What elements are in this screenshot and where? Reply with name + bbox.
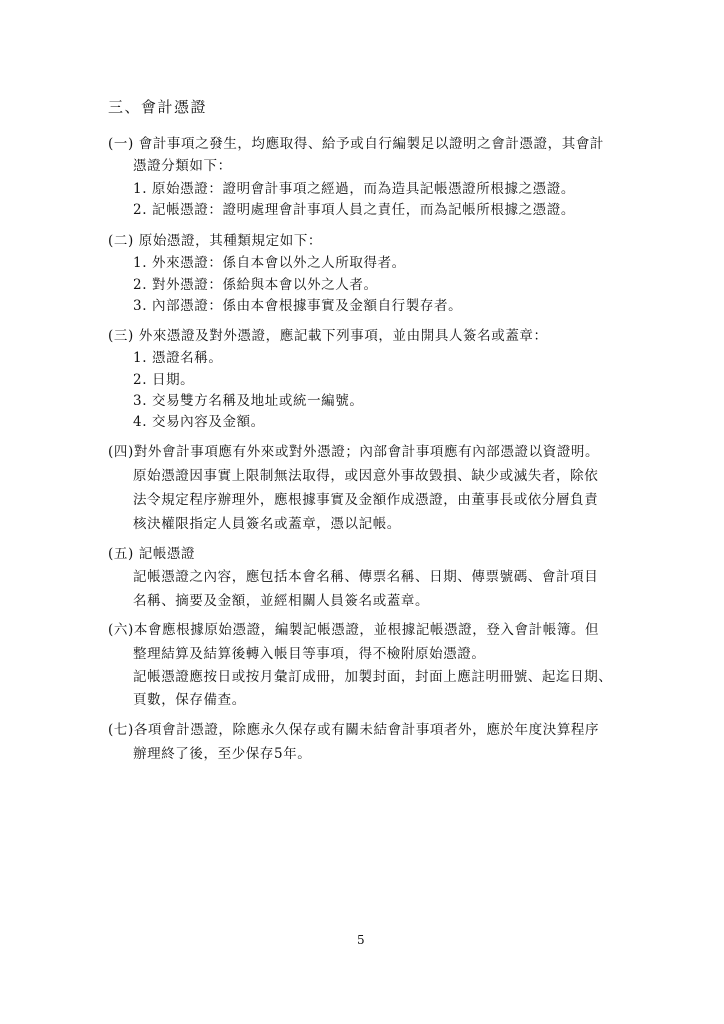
item-4-line-2: 原始憑證因事實上限制無法取得，或因意外事故毀損、缺少或滅失者，除依 (133, 468, 599, 484)
item-5-line-3: 名稱、摘要及金額，並經相關人員簽名或蓋章。 (133, 593, 430, 609)
item-2-sub-1: 1. 外來憑證：係自本會以外之人所取得者。 (133, 255, 406, 271)
item-1-line-2: 憑證分類如下： (133, 158, 232, 174)
item-1-sub-2: 2. 記帳憑證：證明處理會計事項人員之責任，而為記帳所根據之憑證。 (133, 202, 575, 218)
item-4-line-4: 核決權限指定人員簽名或蓋章，憑以記帳。 (133, 516, 401, 532)
item-4-line-3: 法令規定程序辦理外，應根據事實及金額作成憑證，由董事長或依分層負責 (133, 492, 599, 508)
page-number: 5 (357, 933, 365, 947)
item-6-line-4: 頁數，保存備查。 (133, 692, 246, 708)
item-6-line-1: (六)本會應根據原始憑證，編製記帳憑證，並根據記帳憑證，登入會計帳簿。但 (108, 622, 600, 638)
item-2-line-1: (二) 原始憑證，其種類規定如下： (108, 233, 323, 249)
item-1-sub-1: 1. 原始憑證：證明會計事項之經過，而為造具記帳憑證所根據之憑證。 (133, 181, 575, 197)
item-7-line-1: (七)各項會計憑證，除應永久保存或有關未結會計事項者外，應於年度決算程序 (108, 722, 600, 738)
item-3-sub-2: 2. 日期。 (133, 372, 195, 388)
item-5-line-2: 記帳憑證之內容，應包括本會名稱、傳票名稱、日期、傳票號碼、會計項目 (133, 569, 599, 585)
item-3-sub-3: 3. 交易雙方名稱及地址或統一編號。 (133, 393, 364, 409)
item-3-sub-4: 4. 交易內容及金額。 (133, 414, 265, 430)
item-1-line-1: (一) 會計事項之發生，均應取得、給予或自行編製足以證明之會計憑證，其會計 (108, 136, 605, 152)
item-7-line-2: 辦理終了後，至少保存5年。 (133, 746, 312, 762)
item-5-line-1: (五) 記帳憑證 (108, 546, 196, 562)
item-4-line-1: (四)對外會計事項應有外來或對外憑證；內部會計事項應有內部憑證以資證明。 (108, 444, 600, 460)
item-3-sub-1: 1. 憑證名稱。 (133, 350, 223, 366)
item-2-sub-3: 3. 內部憑證：係由本會根據事實及金額自行製存者。 (133, 298, 463, 314)
section-heading: 三、會計憑證 (108, 98, 208, 116)
item-6-line-3: 記帳憑證應按日或按月彙訂成冊，加製封面，封面上應註明冊號、起迄日期、 (133, 669, 613, 685)
item-3-line-1: (三) 外來憑證及對外憑證，應記載下列事項，並由開具人簽名或蓋章： (108, 328, 548, 344)
item-2-sub-2: 2. 對外憑證：係給與本會以外之人者。 (133, 277, 378, 293)
item-6-line-2: 整理結算及結算後轉入帳目等事項，得不檢附原始憑證。 (133, 646, 486, 662)
